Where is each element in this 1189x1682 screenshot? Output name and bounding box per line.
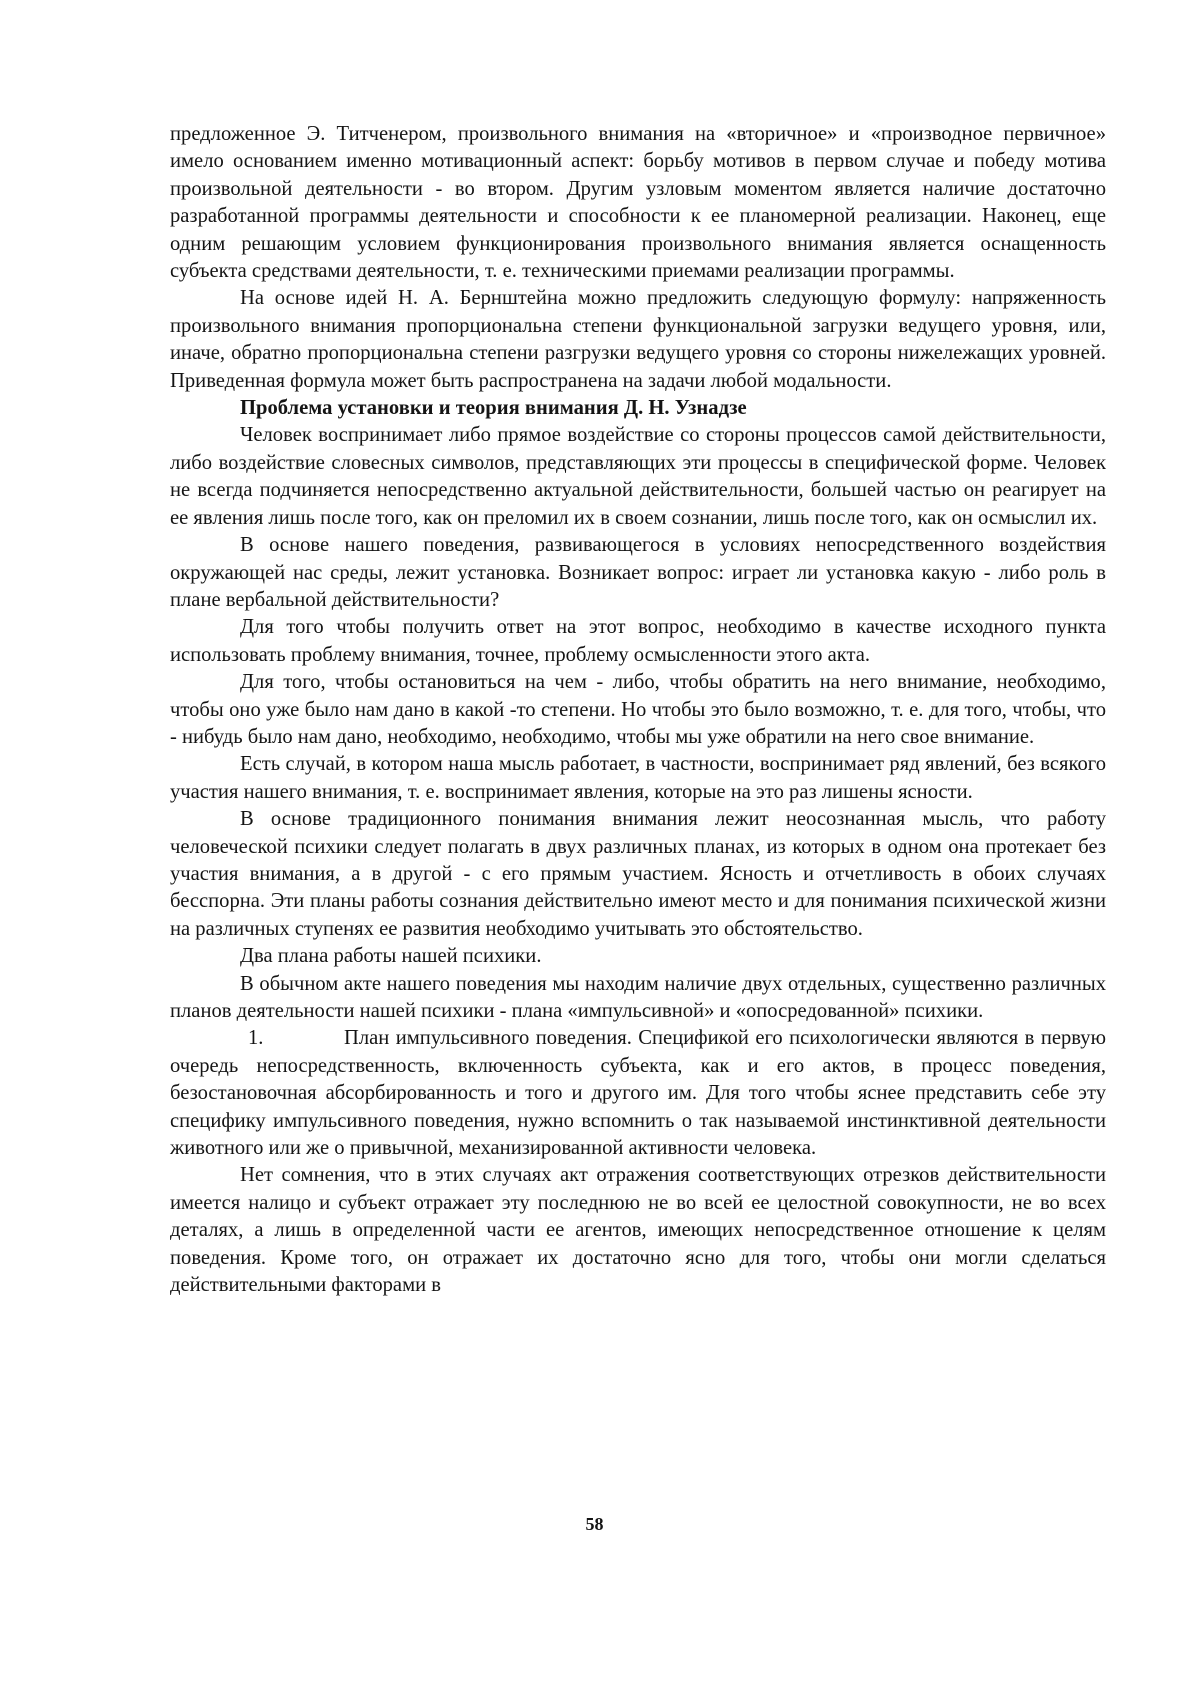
paragraph: Для того, чтобы остановиться на чем - либо, чтобы обратить на него внимание, необходимо, чтобы оно уже было нам дано в какой -то степени. Но чтобы это было возможно, т. е. для того, чтобы, что - нибудь было нам дано, необходимо, необходимо, чтобы мы уже обратили на него свое внимание. [170, 671, 1106, 748]
paragraph: В основе традиционного понимания внимания лежит неосознанная мысль, что работу человеческой психики следует полагать в двух различных планах, из которых в одном она протекает без участия внимания, а в другой - с его прямым участием. Ясность и отчетливость в обоих случаях бесспорна. Эти планы работы сознания действительно имеют место и для понимания психической жизни на различных ступенях ее развития необходимо учитывать это обстоятельство. [170, 808, 1106, 940]
paragraph: Есть случай, в котором наша мысль работает, в частности, воспринимает ряд явлений, без всякого участия нашего внимания, т. е. воспринимает явления, которые на это раз лишены ясности. [170, 753, 1106, 803]
paragraph: В обычном акте нашего поведения мы находим наличие двух отдельных, существенно различных планов деятельности нашей психики - плана «импульсивной» и «опосредованной» психики. [170, 972, 1106, 1022]
page-body [170, 121, 1106, 1299]
list-first-line: План импульсивного поведения. Спецификой его психологически являются в [344, 1027, 1035, 1050]
paragraph: предложенное Э. Титченером, произвольного внимания на «вторичное» и «производное первичное» имело основанием именно мотивационный аспект: борьбу мотивов в первом случае и победу мотива произвольной деятельности - во втором. Другим узловым моментом является наличие достаточно разработанной программы деятельности и способности к ее планомерной реализации. Наконец, еще одним решающим условием функционирования произвольного внимания является оснащенность субъекта средствами деятельности, т. е. техническими приемами реализации программы. [170, 123, 1106, 283]
page-number: 58 [585, 1514, 604, 1534]
section-heading: Проблема установки и теория внимания Д. Н. Узнадзе [240, 397, 747, 420]
list-number: 1. [248, 1027, 264, 1050]
list-text: первую очередь непосредственность, включенность субъекта, как и его актов, в процесс поведения, безостановочная абсорбированность и того и другого им. Для того чтобы яснее представить себе эту специфику импульсивного поведения, нужно вспомнить о так называемой инстинктивной деятельности животного или же о привычной, механизированной активности человека. [170, 1027, 1106, 1160]
paragraph: Два плана работы нашей психики. [240, 945, 542, 968]
paragraph: Человек воспринимает либо прямое воздействие со стороны процессов самой действительности, либо воздействие словесных символов, представляющих эти процессы в специфической форме. Человек не всегда подчиняется непосредственно актуальной действительности, большей частью он реагирует на ее явления лишь после того, как он преломил их в своем сознании, лишь после того, как он осмыслил их. [170, 424, 1106, 529]
paragraph: Для того чтобы получить ответ на этот вопрос, необходимо в качестве исходного пункта использовать проблему внимания, точнее, проблему осмысленности этого акта. [170, 616, 1106, 666]
paragraph: Нет сомнения, что в этих случаях акт отражения соответствующих отрезков действительности имеется налицо и субъект отражает эту последнюю не во всей ее целостной совокупности, не во всех деталях, а лишь в определенной части ее агентов, имеющих непосредственное отношение к целям поведения. Кроме того, он отражает их достаточно ясно для того, чтобы они могли сделаться действительными факторами в [170, 1164, 1106, 1297]
paragraph: На основе идей Н. А. Бернштейна можно предложить следующую формулу: напряженность произвольного внимания пропорциональна степени функциональной загрузки ведущего уровня, или, иначе, обратно пропорциональна степени разгрузки ведущего уровня со стороны нижележащих уровней. Приведенная формула может быть распространена на задачи любой модальности. [170, 287, 1106, 392]
paragraph: В основе нашего поведения, развивающегося в условиях непосредственного воздействия окружающей нас среды, лежит установка. Возникает вопрос: играет ли установка какую - либо роль в плане вербальной действительности? [170, 534, 1106, 611]
list-item [170, 1025, 1106, 1162]
